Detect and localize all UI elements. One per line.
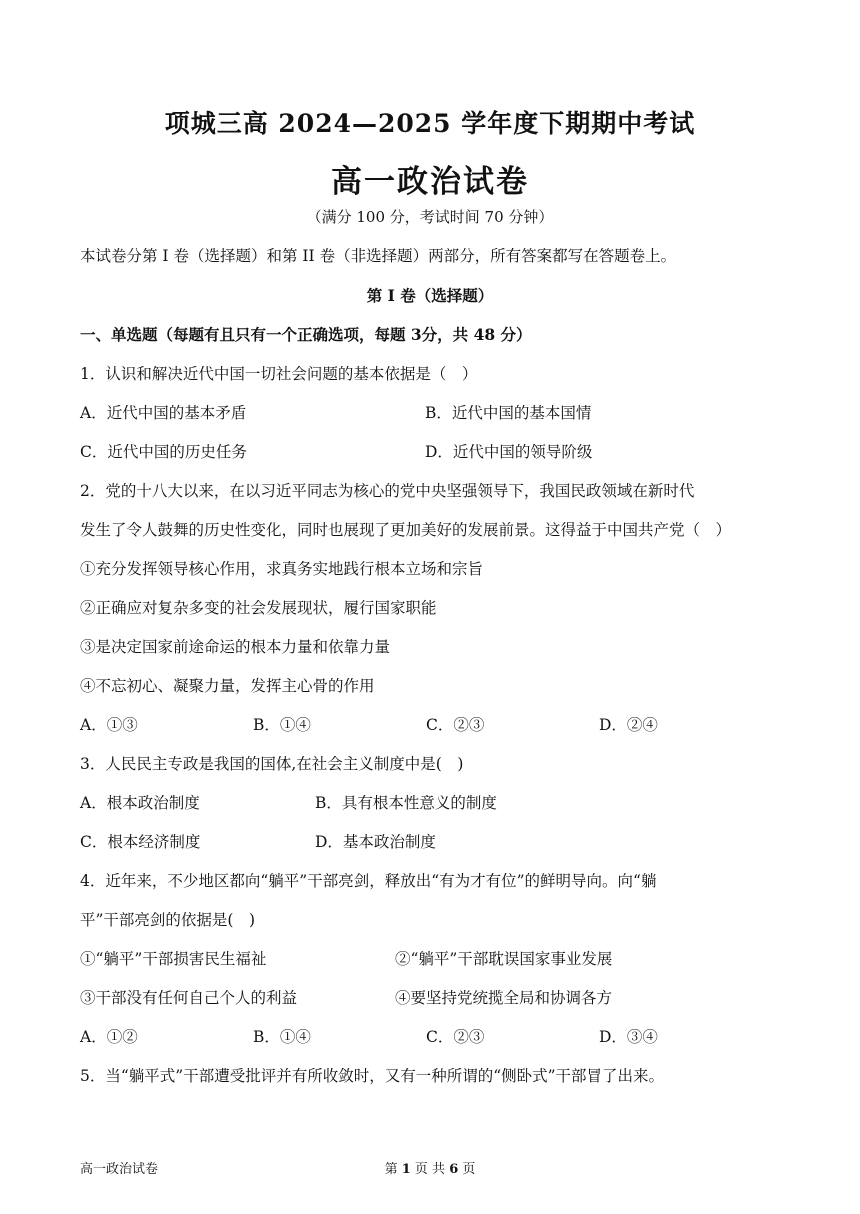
footer-page-mid: 页 共 <box>414 1162 446 1177</box>
footer-page-total: 6 <box>449 1162 459 1177</box>
part-heading: 一、单选题（每题有且只有一个正确选项，每题 3分，共 48 分） <box>80 325 532 344</box>
q2-statement-1: ①充分发挥领导核心作用，求真务实地践行根本立场和宗旨 <box>80 560 484 578</box>
section-title: 第 I 卷（选择题） <box>366 286 494 305</box>
q1-option-c: C．近代中国的历史任务 <box>80 443 247 461</box>
q2-stem-line1: 2．党的十八大以来，在以习近平同志为核心的党中央坚强领导下，我国民政领域在新时代 <box>80 482 695 500</box>
footer-page-number <box>0 1158 860 1177</box>
q4-option-d: D．③④ <box>599 1028 658 1046</box>
q4-statement-3: ③干部没有任何自己个人的利益 <box>80 989 298 1007</box>
q1-option-d: D．近代中国的领导阶级 <box>425 443 593 461</box>
q1-option-b: B．近代中国的基本国情 <box>425 404 592 422</box>
q5-stem: 5．当“躺平式”干部遭受批评并有所收敛时，又有一种所谓的“侧卧式”干部冒了出来。 <box>80 1067 665 1085</box>
q4-option-c: C．②③ <box>426 1028 485 1046</box>
q2-stem-line2: 发生了令人鼓舞的历史性变化，同时也展现了更加美好的发展前景。这得益于中国共产党（ ） <box>80 521 732 539</box>
q3-option-a: A．根本政治制度 <box>80 794 200 812</box>
footer-page-current: 1 <box>401 1162 411 1177</box>
q3-option-d: D．基本政治制度 <box>315 833 436 851</box>
q3-stem: 3．人民民主专政是我国的国体,在社会主义制度中是( ) <box>80 755 464 773</box>
q4-statement-2: ②“躺平”干部耽误国家事业发展 <box>395 950 613 968</box>
footer-page-suffix: 页 <box>462 1162 476 1177</box>
exam-intro: 本试卷分第 I 卷（选择题）和第 II 卷（非选择题）两部分，所有答案都写在答题卷上。 <box>80 247 677 265</box>
q1-option-a: A．近代中国的基本矛盾 <box>80 404 247 422</box>
q2-statement-3: ③是决定国家前途命运的根本力量和依靠力量 <box>80 638 391 656</box>
q1-stem: 1．认识和解决近代中国一切社会问题的基本依据是（ ） <box>80 365 478 383</box>
q2-option-c: C．②③ <box>426 716 485 734</box>
exam-note: （满分 100 分，考试时间 70 分钟） <box>306 208 554 226</box>
q2-option-b: B．①④ <box>253 716 311 734</box>
q4-option-a: A．①② <box>80 1028 138 1046</box>
footer-exam-name: 高一政治试卷 <box>80 1162 159 1177</box>
q4-stem-line2: 平”干部亮剑的依据是( ) <box>80 911 256 929</box>
q4-statement-4: ④要坚持党统揽全局和协调各方 <box>395 989 613 1007</box>
exam-subtitle: 高一政治试卷 <box>331 164 529 200</box>
q4-stem-line1: 4．近年来，不少地区都向“躺平”干部亮剑，释放出“有为才有位”的鲜明导向。向“躺 <box>80 872 657 890</box>
q3-option-b: B．具有根本性意义的制度 <box>315 794 497 812</box>
q2-statement-4: ④不忘初心、凝聚力量，发挥主心骨的作用 <box>80 677 375 695</box>
q4-statement-1: ①“躺平”干部损害民生福祉 <box>80 950 267 968</box>
q2-option-a: A．①③ <box>80 716 138 734</box>
q2-statement-2: ②正确应对复杂多变的社会发展现状，履行国家职能 <box>80 599 437 617</box>
exam-title: 项城三高 2024—2025 学年度下期期中考试 <box>164 109 696 138</box>
q2-option-d: D．②④ <box>599 716 658 734</box>
footer-page-prefix: 第 <box>384 1162 398 1177</box>
q4-option-b: B．①④ <box>253 1028 311 1046</box>
q3-option-c: C．根本经济制度 <box>80 833 201 851</box>
